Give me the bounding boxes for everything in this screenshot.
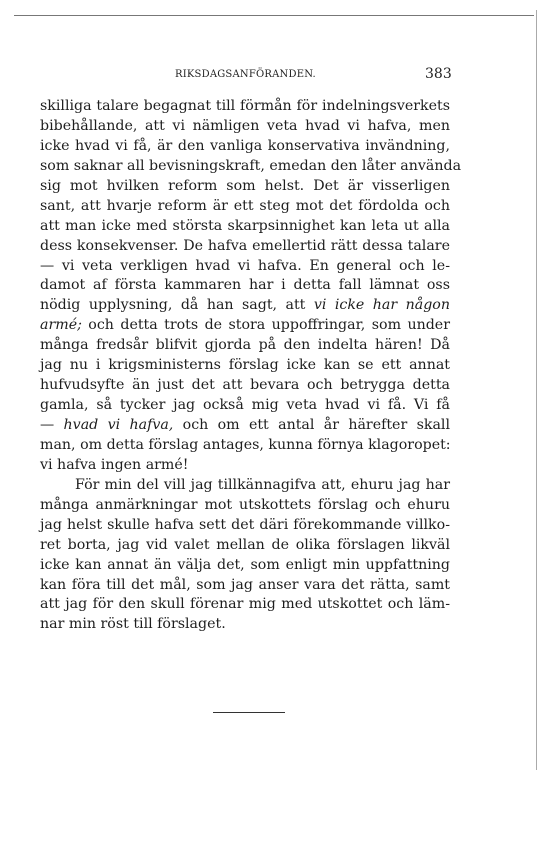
- text-line: jag helst skulle hafva sett det däri förekommande villko-: [40, 516, 450, 533]
- body-text: [40, 97, 462, 635]
- emphasis-text: armé;: [40, 317, 82, 334]
- running-head: RIKSDAGSANFÖRANDEN.: [175, 69, 316, 80]
- top-border-rule: [14, 15, 534, 16]
- text-line: — hvad vi hafva, och om ett antal år härefter skall: [40, 417, 450, 433]
- text-line: som saknar all bevisningskraft, emedan den låter använda: [40, 157, 462, 174]
- text-line: För min del vill jag tillkännagifva att, ehuru jag har: [75, 476, 450, 493]
- text-line: sig mot hvilken reform som helst. Det är visserligen: [40, 177, 450, 194]
- text-line: att man icke med största skarpsinnighet kan leta ut alla: [40, 217, 450, 234]
- text-line: nar min röst till förslaget.: [40, 616, 226, 633]
- paragraph: [40, 476, 450, 636]
- page-edge-rule: [536, 10, 537, 770]
- paragraph: [40, 97, 462, 476]
- text-line: armé; och detta trots de stora uppoffringar, som under: [40, 317, 450, 334]
- text-line: nödig upplysning, då han sagt, att vi icke har någon: [40, 297, 450, 314]
- text-line: många anmärkningar mot utskottets förslag och ehuru: [40, 496, 450, 513]
- emphasis-text: vi icke har någon: [313, 297, 450, 314]
- page-number: 383: [425, 66, 452, 82]
- text-line: kan föra till det mål, som jag anser vara det rätta, samt: [40, 576, 450, 593]
- text-line: icke kan annat än välja det, som enligt min uppfattning: [40, 556, 450, 573]
- text-line: gamla, så tycker jag också mig veta hvad vi få. Vi få: [40, 397, 450, 414]
- text-line: bibehållande, att vi nämligen veta hvad vi hafva, men: [40, 117, 450, 134]
- text-line: skilliga talare begagnat till förmån för indelningsverkets: [40, 98, 450, 114]
- text-line: damot af första kammaren har i detta fall lämnat oss: [40, 277, 450, 294]
- text-line: hufvudsyfte än just det att bevara och betrygga detta: [40, 377, 450, 394]
- text-line: sant, att hvarje reform är ett steg mot det fördolda och: [40, 197, 450, 214]
- text-line: att jag för den skull förenar mig med utskottet och läm-: [40, 596, 450, 613]
- text-line: man, om detta förslag antages, kunna förnya klagoropet:: [40, 436, 451, 453]
- text-line: — vi veta verkligen hvad vi hafva. En general och le-: [40, 257, 450, 274]
- text-line: dess konsekvenser. De hafva emellertid rätt dessa talare: [40, 237, 450, 254]
- text-line: jag nu i krigsministerns förslag icke kan se ett annat: [40, 357, 450, 374]
- text-line: vi hafva ingen armé!: [40, 456, 189, 473]
- text-line: många fredsår blifvit gjorda på den indelta hären! Då: [40, 337, 450, 354]
- text-line: ret borta, jag vid valet mellan de olika förslagen likväl: [40, 536, 450, 553]
- text-line: icke hvad vi få, är den vanliga konservativa invändning,: [40, 137, 450, 154]
- section-end-rule: [213, 712, 285, 713]
- emphasis-text: hvad vi hafva,: [63, 417, 174, 433]
